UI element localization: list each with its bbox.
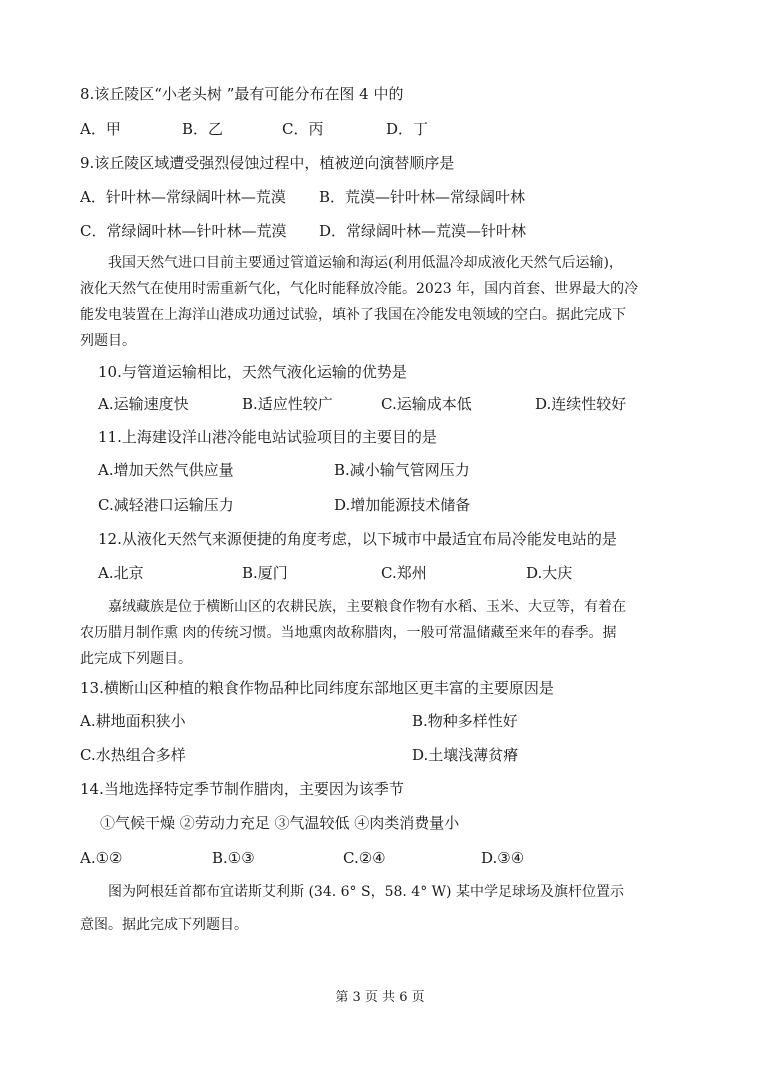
- passage-3-line-1: 图为阿根廷首都布宜诺斯艾利斯 (34. 6° S，58. 4° W) 某中学足球场及旗杆位置示: [108, 884, 624, 900]
- passage-1-line-4: 列题目。: [80, 333, 136, 349]
- passage-2-line-1: 嘉绒藏族是位于横断山区的农耕民族，主要粮食作物有水稻、玉米、大豆等，有着在: [108, 599, 626, 615]
- question-13-stem: 13.横断山区种植的粮食作物品种比同纬度东部地区更丰富的主要原因是: [80, 679, 554, 697]
- question-9-stem: 9.该丘陵区域遭受强烈侵蚀过程中，植被逆向演替顺序是: [80, 154, 455, 172]
- q10-option-b: B.适应性较广: [242, 395, 333, 413]
- q13-option-a: A.耕地面积狭小: [80, 712, 186, 730]
- q11-option-c: C.减轻港口运输压力: [98, 496, 234, 514]
- q12-option-d: D.大庆: [526, 564, 573, 582]
- passage-2-line-3: 此完成下列题目。: [80, 651, 192, 667]
- question-8-stem: 8.该丘陵区“小老头树 ”最有可能分布在图 4 中的: [80, 85, 404, 103]
- question-12-stem: 12.从液化天然气来源便捷的角度考虑，以下城市中最适宜布局冷能发电站的是: [98, 530, 617, 548]
- q10-option-c: C.运输成本低: [381, 395, 472, 413]
- q11-option-a: A.增加天然气供应量: [98, 461, 234, 479]
- q10-option-a: A.运输速度快: [98, 395, 189, 413]
- question-14-stem: 14.当地选择特定季节制作腊肉，主要因为该季节: [80, 780, 404, 798]
- q12-option-c: C.郑州: [381, 564, 427, 582]
- passage-2-line-2: 农历腊月制作熏 肉的传统习惯。当地熏肉故称腊肉，一般可常温储藏至来年的春季。据: [80, 625, 617, 641]
- q8-option-b: B．乙: [182, 120, 224, 138]
- q13-option-d: D.土壤浅薄贫瘠: [412, 746, 519, 764]
- passage-1-line-2: 液化天然气在使用时需重新气化，气化时能释放冷能。2023 年，国内首套、世界最大的冷: [80, 281, 639, 297]
- question-11-stem: 11.上海建设洋山港冷能电站试验项目的主要目的是: [98, 428, 437, 446]
- q13-option-c: C.水热组合多样: [80, 746, 186, 764]
- q8-option-d: D．丁: [386, 120, 429, 138]
- q14-option-b: B.①③: [212, 849, 255, 867]
- question-10-stem: 10.与管道运输相比，天然气液化运输的优势是: [98, 363, 407, 381]
- q9-option-b: B．荒漠—针叶林—常绿阔叶林: [319, 188, 526, 206]
- q14-option-c: C.②④: [343, 849, 386, 867]
- q8-option-c: C．丙: [282, 120, 324, 138]
- passage-1-line-1: 我国天然气进口目前主要通过管道运输和海运(利用低温冷却成液化天然气后运输)，: [108, 255, 623, 271]
- passage-1-line-3: 能发电装置在上海洋山港成功通过试验，填补了我国在冷能发电领域的空白。据此完成下: [80, 307, 626, 323]
- q13-option-b: B.物种多样性好: [412, 712, 518, 730]
- q8-option-a: A．甲: [80, 120, 121, 138]
- q14-items: ①气候干燥 ②劳动力充足 ③气温较低 ④肉类消费量小: [100, 814, 460, 832]
- q11-option-b: B.减小输气管网压力: [334, 461, 470, 479]
- q14-option-d: D.③④: [481, 849, 525, 867]
- q9-option-a: A．针叶林—常绿阔叶林—荒漠: [80, 188, 286, 206]
- page-number-footer: 第 3 页 共 6 页: [335, 990, 425, 1005]
- q12-option-a: A.北京: [98, 564, 144, 582]
- q9-option-c: C．常绿阔叶林—针叶林—荒漠: [80, 222, 287, 240]
- q14-option-a: A.①②: [80, 849, 123, 867]
- q11-option-d: D.增加能源技术储备: [334, 496, 471, 514]
- q12-option-b: B.厦门: [242, 564, 288, 582]
- passage-3-line-2: 意图。据此完成下列题目。: [80, 917, 248, 933]
- q10-option-d: D.连续性较好: [535, 395, 627, 413]
- q9-option-d: D．常绿阔叶林—荒漠—针叶林: [319, 222, 527, 240]
